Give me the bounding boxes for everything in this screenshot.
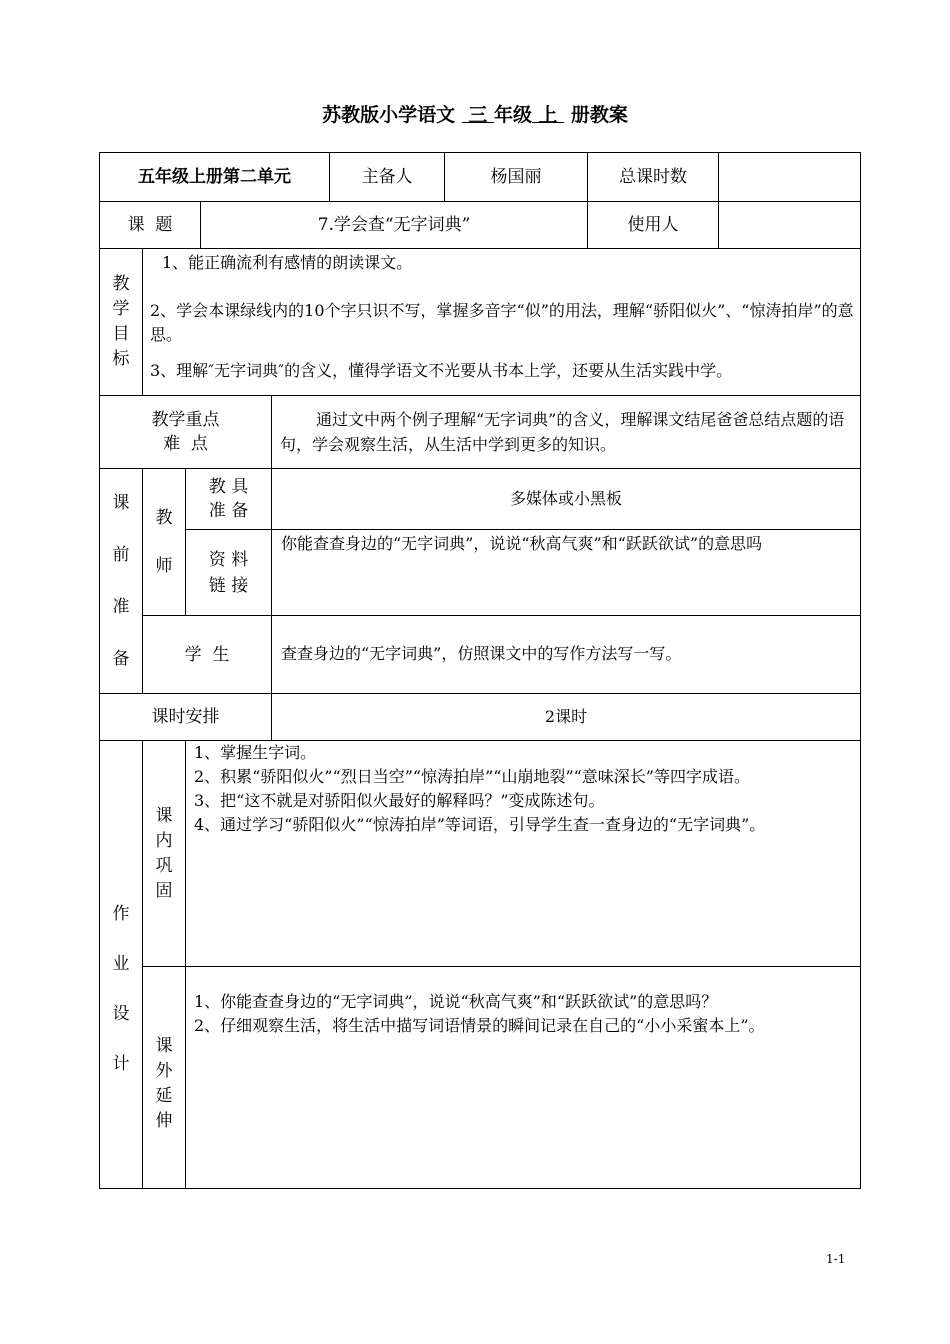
inclass-label-char: 内 xyxy=(155,830,173,851)
homework-label-char: 设 xyxy=(112,1003,130,1024)
inclass-item: 4、通过学习“骄阳似火”“惊涛拍岸”等词语，引导学生查一查身边的“无字词典”。 xyxy=(194,815,766,834)
schedule-value: 2课时 xyxy=(544,707,588,726)
focus-label-line: 难 点 xyxy=(163,434,208,454)
extension-label xyxy=(143,967,185,1188)
student-label: 学 生 xyxy=(184,644,230,665)
extension-content xyxy=(194,990,855,1180)
goals-label xyxy=(100,249,142,395)
inclass-label-char: 课 xyxy=(155,805,173,826)
table-border xyxy=(99,1188,861,1189)
lesson-topic: 7.学会查“无字词典” xyxy=(317,215,471,235)
links-label xyxy=(186,530,271,615)
tools-label xyxy=(186,469,271,529)
page-number: 1-1 xyxy=(826,1252,846,1266)
extension-label-char: 外 xyxy=(155,1060,173,1081)
title-suffix: 册教案 xyxy=(564,104,628,126)
extension-item: 2、仔细观察生活，将生活中描写词语情景的瞬间记录在自己的“小小采蜜本上”。 xyxy=(194,1016,765,1035)
focus-label xyxy=(100,396,271,468)
title-term: 上 xyxy=(532,104,565,126)
table-border xyxy=(143,966,861,967)
links-label-line: 资 料 xyxy=(208,549,249,570)
goals-label-char: 标 xyxy=(112,349,130,369)
inclass-label-char: 固 xyxy=(155,880,173,901)
title-mid: 年级 xyxy=(493,104,532,126)
inclass-item: 1、掌握生字词。 xyxy=(194,743,317,762)
inclass-label xyxy=(143,741,185,966)
teacher-label xyxy=(143,469,185,615)
links-value: 你能查查身边的“无字词典”，说说“秋高气爽”和“跃跃欲试”的意思吗 xyxy=(281,534,763,553)
links-label-line: 链 接 xyxy=(208,575,249,596)
teacher-label-char: 教 xyxy=(155,508,173,528)
prep-label xyxy=(100,469,142,693)
title-prefix: 苏教版小学语文 xyxy=(322,104,462,126)
extension-label-char: 课 xyxy=(155,1035,173,1056)
user-label: 使用人 xyxy=(627,215,679,235)
table-border xyxy=(186,529,861,530)
goals-label-char: 学 xyxy=(112,299,130,319)
inclass-content xyxy=(194,741,855,961)
focus-text: 通过文中两个例子理解“无字词典”的含义，理解课文结尾爸爸总结点题的语句，学会观察生活，从生活中学到更多的知识。 xyxy=(280,410,845,454)
goals-content xyxy=(150,251,856,395)
goal-item: 2、学会本课绿线内的10个字只识不写，掌握多音字“似”的用法，理解“骄阳似火”、“惊涛拍岸”的意思。 xyxy=(150,301,854,344)
extension-label-char: 延 xyxy=(155,1085,173,1106)
lead-teacher-name: 杨国丽 xyxy=(490,167,542,187)
student-value: 查查身边的“无字词典”，仿照课文中的写作方法写一写。 xyxy=(281,644,682,663)
topic-label: 课 题 xyxy=(127,215,173,235)
table-border xyxy=(99,248,861,249)
table-border xyxy=(271,395,272,740)
extension-label-char: 伸 xyxy=(155,1110,173,1131)
document-title xyxy=(0,100,950,127)
prep-label-char: 课 xyxy=(112,493,130,513)
table-border xyxy=(185,740,186,1189)
unit-name: 五年级上册第二单元 xyxy=(138,167,291,187)
goal-item: 3、理解″无字词典″的含义，懂得学语文不光要从书本上学，还要从生活实践中学。 xyxy=(150,361,733,380)
homework-label-char: 业 xyxy=(112,953,130,974)
homework-label-char: 作 xyxy=(112,903,130,924)
homework-label-char: 计 xyxy=(112,1053,130,1074)
prep-label-char: 前 xyxy=(112,545,130,565)
homework-label xyxy=(100,741,142,1188)
inclass-item: 2、积累“骄阳似火”“烈日当空”“惊涛拍岸”“山崩地裂”“意味深长”等四字成语。 xyxy=(194,767,750,786)
inclass-item: 3、把“这不就是对骄阳似火最好的解释吗？”变成陈述句。 xyxy=(194,791,605,810)
title-grade: 三 xyxy=(461,104,494,126)
prep-label-char: 备 xyxy=(112,649,130,669)
teacher-label-char: 师 xyxy=(155,556,173,576)
extension-item: 1、你能查查身边的“无字词典”，说说“秋高气爽”和“跃跃欲试”的意思吗？ xyxy=(194,992,718,1011)
goals-label-char: 教 xyxy=(112,274,130,294)
tools-value: 多媒体或小黑板 xyxy=(509,489,622,508)
focus-label-line: 教学重点 xyxy=(151,410,220,430)
lead-teacher-label: 主备人 xyxy=(361,167,413,187)
user-value xyxy=(719,202,860,248)
tools-label-line: 准 备 xyxy=(208,501,249,521)
goal-item: 1、能正确流利有感情的朗读课文。 xyxy=(162,253,413,272)
schedule-label: 课时安排 xyxy=(151,707,220,727)
total-hours-value xyxy=(719,153,860,201)
goals-label-char: 目 xyxy=(112,324,130,344)
tools-label-line: 教 具 xyxy=(208,477,249,497)
total-hours-label: 总课时数 xyxy=(619,167,687,187)
table-border xyxy=(860,152,861,1189)
prep-label-char: 准 xyxy=(112,597,130,617)
inclass-label-char: 巩 xyxy=(155,855,173,876)
table-border xyxy=(142,248,143,395)
